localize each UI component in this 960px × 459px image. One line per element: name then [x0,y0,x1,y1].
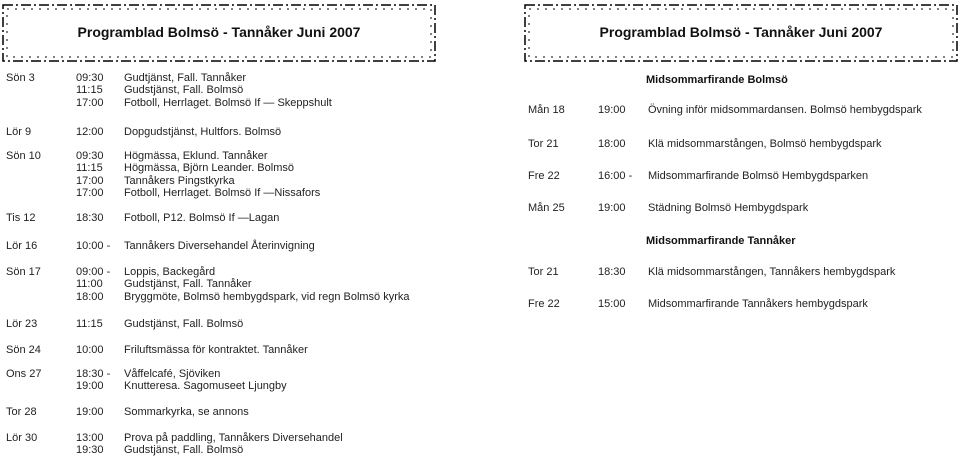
event-text: Våffelcafé, Sjöviken [124,368,221,380]
time-label: 11:00 [76,278,103,291]
day-label: Lör 9 [6,126,32,138]
event-text: Klä midsommarstången, Tannåkers hembygdspark [648,266,896,278]
day-label: Mån 18 [528,104,565,116]
section-heading: Midsommarfirande Bolmsö [646,74,788,86]
day-label: Sön 17 [6,266,41,278]
time-label: 18:30 - [76,368,111,380]
time-label: 19:00 [76,380,104,393]
day-label: Fre 22 [528,170,560,182]
event-text: Midsommarfirande Tannåkers hembygdspark [648,298,868,310]
day-label: Lör 23 [6,318,38,330]
time-label: 18:30 [76,212,104,224]
time-label: 18:00 [598,138,626,150]
day-label: Tor 21 [528,266,559,278]
day-label: Ons 27 [6,368,42,380]
event-text: Fotboll, Herrlaget. Bolmsö If — Skeppshult [124,96,332,109]
right-page-title: Programblad Bolmsö - Tannåker Juni 2007 [599,24,883,40]
time-label: 10:00 - [76,240,111,252]
time-label: 09:30 [76,72,104,84]
time-label: 18:30 [598,266,626,278]
day-label: Tor 21 [528,138,559,150]
event-text: Tannåkers Pingstkyrka [124,174,235,187]
event-text: Övning inför midsommardansen. Bolmsö hembygdspark [648,104,922,116]
time-label: 19:00 [598,202,626,214]
time-label: 11:15 [76,162,103,175]
time-label: 09:30 [76,150,104,162]
event-text: Gudstjänst, Fall. Tannåker [124,278,252,291]
event-text: Tannåkers Diversehandel Återinvigning [124,240,315,252]
event-text: Gudtjänst, Fall. Tannåker [124,72,247,84]
left-page-title: Programblad Bolmsö - Tannåker Juni 2007 [77,24,361,40]
right-banner [524,4,958,62]
event-text: Städning Bolmsö Hembygdspark [648,202,809,214]
time-label: 18:00 [76,290,104,303]
day-label: Mån 25 [528,202,565,214]
section-heading: Midsommarfirande Tannåker [646,235,796,247]
time-label: 17:00 [76,174,104,187]
day-label: Sön 10 [6,150,41,162]
event-text: Högmässa, Björn Leander. Bolmsö [124,162,294,175]
event-text: Gudstjänst, Fall. Bolmsö [124,84,244,97]
event-text: Gudstjänst, Fall. Bolmsö [124,318,244,330]
time-label: 19:00 [76,406,104,418]
event-text: Gudstjänst, Fall. Bolmsö [124,444,244,457]
day-label: Fre 22 [528,298,560,310]
event-text: Prova på paddling, Tannåkers Diversehandel [124,432,343,444]
day-label: Tor 28 [6,406,37,418]
time-label: 17:00 [76,186,104,199]
time-label: 15:00 [598,298,626,310]
event-text: Högmässa, Eklund. Tannåker [124,150,268,162]
event-text: Bryggmöte, Bolmsö hembygdspark, vid regn Bolmsö kyrka [124,290,410,303]
day-label: Sön 3 [6,72,35,84]
time-label: 17:00 [76,96,104,109]
day-label: Tis 12 [6,212,36,224]
event-text: Friluftsmässa för kontraktet. Tannåker [124,344,308,356]
event-text: Sommarkyrka, se annons [124,406,249,418]
time-label: 19:00 [598,104,626,116]
event-text: Klä midsommarstången, Bolmsö hembygdspark [648,138,882,150]
time-label: 12:00 [76,126,104,138]
time-label: 11:15 [76,84,103,97]
time-label: 09:00 - [76,266,111,278]
day-label: Sön 24 [6,344,41,356]
time-label: 11:15 [76,318,103,330]
event-text: Loppis, Backegård [124,266,216,278]
event-text: Fotboll, Herrlaget. Bolmsö If —Nissafors [124,186,321,199]
day-label: Lör 16 [6,240,38,252]
event-text: Knutteresa. Sagomuseet Ljungby [124,380,287,393]
day-label: Lör 30 [6,432,38,444]
event-text: Midsommarfirande Bolmsö Hembygdsparken [648,170,869,182]
time-label: 16:00 - [598,170,633,182]
event-text: Fotboll, P12. Bolmsö If —Lagan [124,212,280,224]
time-label: 13:00 [76,432,104,444]
time-label: 10:00 [76,344,104,356]
left-banner [2,4,436,62]
event-text: Dopgudstjänst, Hultfors. Bolmsö [124,126,282,138]
time-label: 19:30 [76,444,104,457]
